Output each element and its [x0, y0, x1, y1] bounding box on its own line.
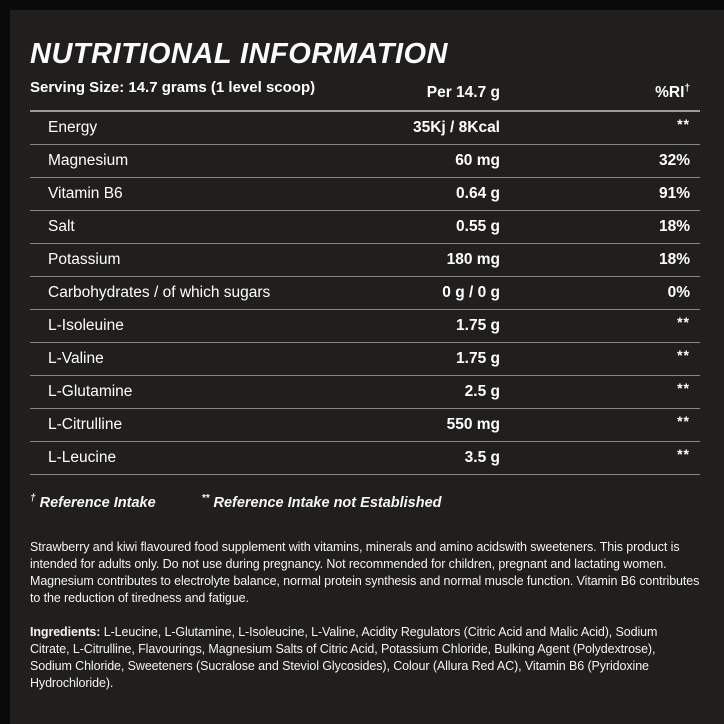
nutrition-table-body [30, 112, 700, 475]
nutrient-ri: 0% [667, 284, 690, 302]
nutrient-label: Potassium [48, 251, 121, 269]
page-title: NUTRITIONAL INFORMATION [30, 38, 448, 70]
description-paragraph-2: Magnesium contributes to electrolyte balance, normal protein synthesis and normal muscle function. Vitamin B6 contributes to the reduction of tiredness and fatigue. [30, 573, 700, 605]
table-row [30, 409, 700, 442]
nutrient-value: 1.75 g [456, 317, 500, 335]
nutrient-ri: ** [677, 314, 690, 331]
nutrient-label: Energy [48, 119, 98, 137]
nutrient-value: 3.5 g [464, 449, 500, 467]
table-row [30, 244, 700, 277]
footnote-not-established [202, 495, 442, 511]
nutrient-value: 0.64 g [456, 185, 500, 203]
nutrient-ri: 18% [658, 251, 690, 269]
table-row [30, 145, 700, 178]
ri-column-text: %RI [655, 84, 685, 102]
nutrient-value: 0.55 g [456, 218, 500, 236]
table-row [30, 376, 700, 409]
nutrient-label: L-Citrulline [48, 416, 123, 434]
nutrient-label: L-Leucine [48, 449, 117, 467]
nutrient-label: Vitamin B6 [48, 185, 123, 203]
nutrient-value: 2.5 g [464, 383, 500, 401]
table-row [30, 442, 700, 475]
table-row [30, 178, 700, 211]
nutrient-ri: ** [677, 347, 690, 364]
nutrient-ri: 32% [658, 152, 690, 170]
table-row [30, 343, 700, 376]
nutrient-ri: ** [677, 413, 690, 430]
ingredients-label: Ingredients: [30, 624, 101, 639]
nutrient-label: L-Glutamine [48, 383, 133, 401]
nutrient-label: Salt [48, 218, 75, 236]
description-paragraph-1: Strawberry and kiwi flavoured food supplement with vitamins, minerals and amino acidswith sweeteners. This product is intended for adults only. Do not use during pregnancy. Not recommended for children, pregnant and lactating women. [30, 539, 680, 571]
nutrient-value: 60 mg [455, 152, 500, 170]
nutrient-ri: ** [677, 446, 690, 463]
nutrient-label: L-Isoleuine [48, 317, 124, 335]
nutrient-ri: ** [677, 116, 690, 133]
description-block [30, 539, 700, 607]
table-row [30, 310, 700, 343]
ingredients-block [30, 624, 700, 692]
footnote-ne-text: Reference Intake not Established [213, 494, 442, 511]
table-header-row [30, 79, 700, 112]
column-header-ri [500, 83, 700, 102]
footnote-ri-text: Reference Intake [39, 494, 156, 511]
nutrient-ri: 91% [658, 185, 690, 203]
table-row [30, 211, 700, 244]
dagger-symbol: † [30, 493, 36, 505]
label-content [10, 40, 724, 692]
nutrient-value: 0 g / 0 g [442, 284, 500, 302]
table-row [30, 112, 700, 145]
ingredients-text: L-Leucine, L-Glutamine, L-Isoleucine, L-Valine, Acidity Regulators (Citric Acid and Malic Acid), Sodium Citrate, L-Citrulline, Flavourings, Magnesium Salts of Citric Acid, Potassium Chloride, Bulking Agent (Polydextrose), Sodium Chloride, Sweeteners (Sucralose and Steviol Glycosides), Colour (Allura Red AC), Vitamin B6 (Pyridoxine Hydrochloride). [30, 624, 658, 690]
footnotes-row [30, 493, 700, 511]
nutrient-value: 1.75 g [456, 350, 500, 368]
nutrient-value: 180 mg [446, 251, 500, 269]
nutrient-value: 35Kj / 8Kcal [412, 119, 500, 137]
nutrient-ri: ** [677, 380, 690, 397]
nutrition-label-panel [10, 10, 724, 724]
table-row [30, 277, 700, 310]
column-header-per-serving: Per 14.7 g [426, 84, 500, 102]
nutrient-label: Magnesium [48, 152, 129, 170]
ri-column-dagger: † [684, 83, 690, 94]
nutrient-ri: 18% [658, 218, 690, 236]
footnote-reference-intake [30, 495, 156, 511]
nutrient-value: 550 mg [446, 416, 500, 434]
nutrient-label: Carbohydrates / of which sugars [48, 284, 271, 302]
asterisks-symbol: ** [201, 493, 210, 505]
serving-size-label: Serving Size: 14.7 grams (1 level scoop) [30, 79, 316, 97]
nutrient-label: L-Valine [48, 350, 104, 368]
